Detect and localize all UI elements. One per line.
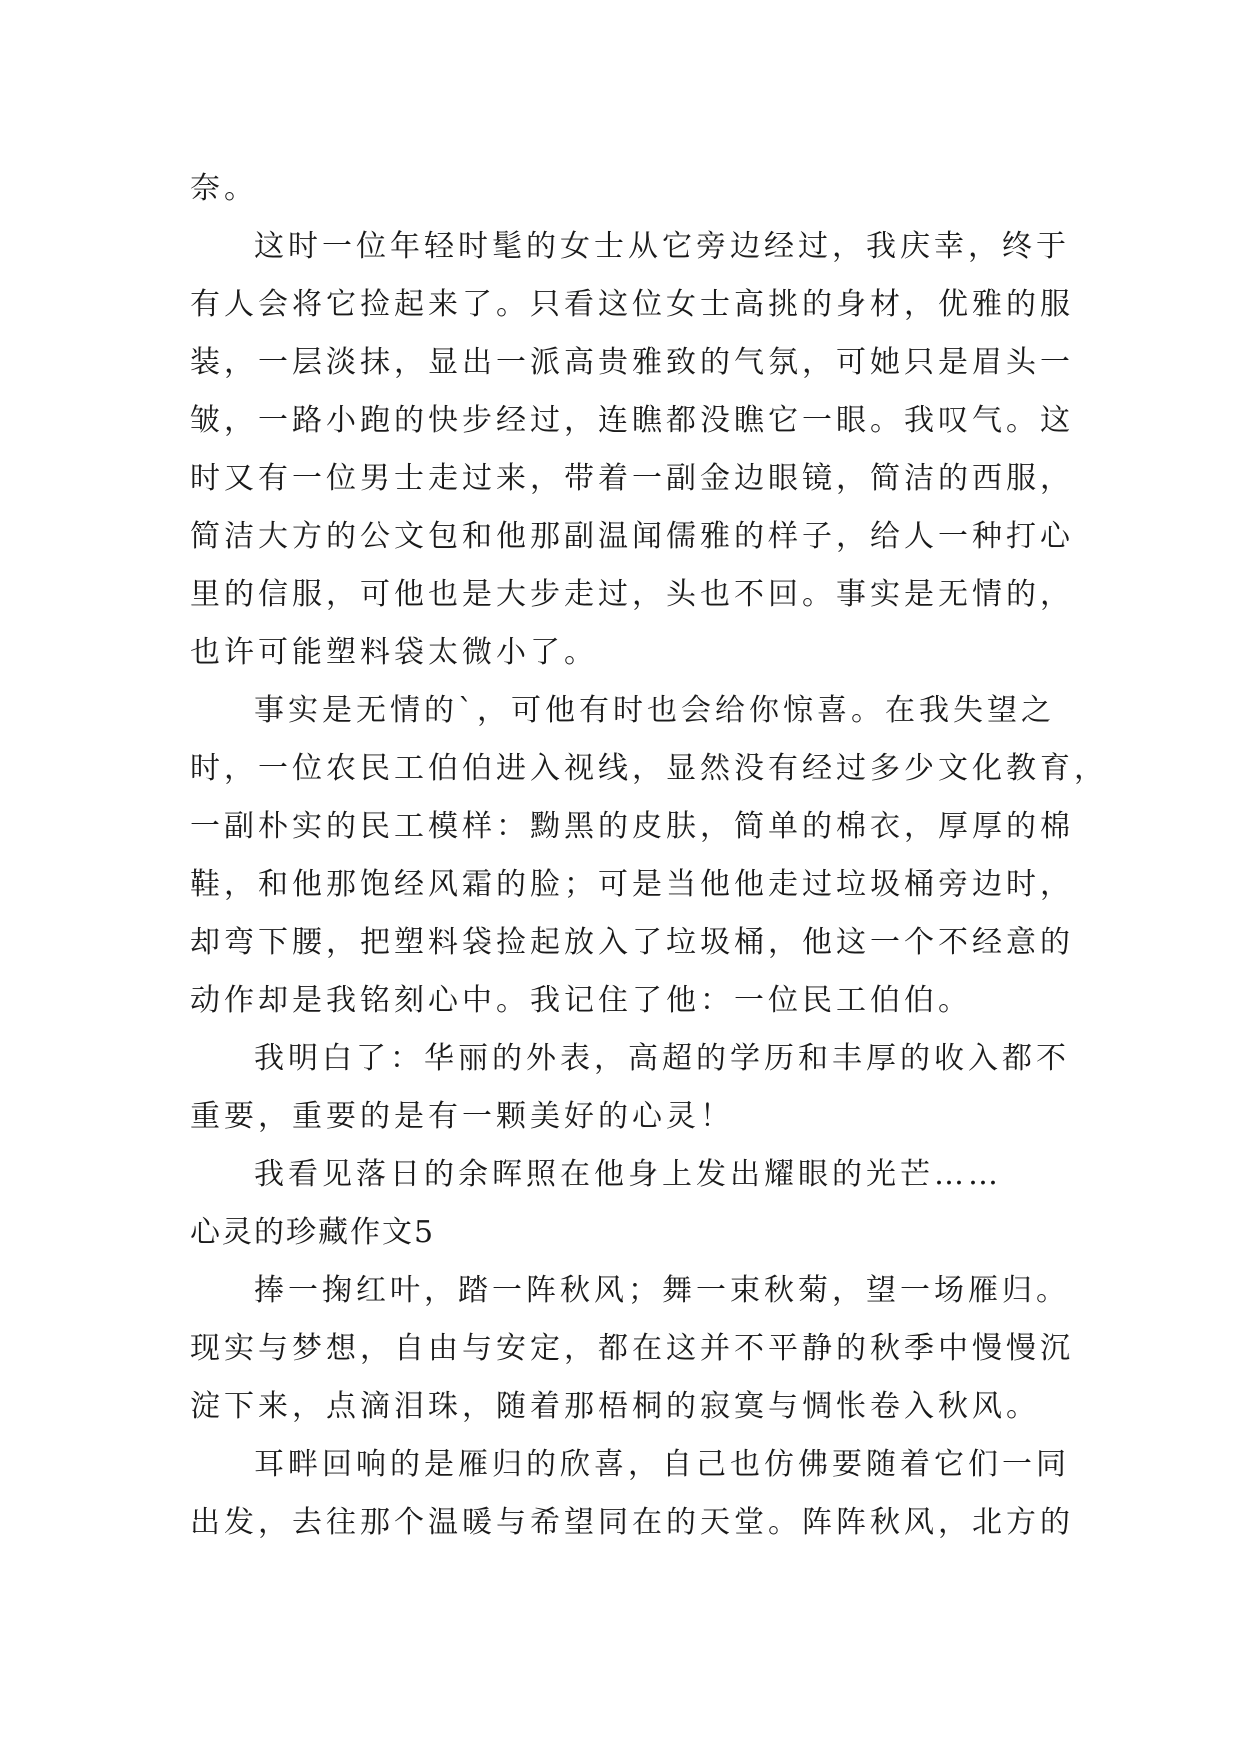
text-line: 耳畔回响的是雁归的欣喜，自己也仿佛要随着它们一同 bbox=[254, 1447, 1070, 1482]
text-line: 我看见落日的余晖照在他身上发出耀眼的光芒…… bbox=[254, 1157, 1002, 1192]
text-line: 我明白了：华丽的外表，高超的学历和丰厚的收入都不 bbox=[254, 1041, 1070, 1076]
text-line: 装，一层淡抹，显出一派高贵雅致的气氛，可她只是眉头一 bbox=[190, 345, 1074, 380]
text-line: 却弯下腰，把塑料袋捡起放入了垃圾桶，他这一个不经意的 bbox=[190, 925, 1074, 960]
text-line: 出发，去往那个温暖与希望同在的天堂。阵阵秋风，北方的 bbox=[190, 1505, 1074, 1540]
text-line: 事实是无情的`，可他有时也会给你惊喜。在我失望之 bbox=[254, 693, 1055, 728]
text-line: 皱，一路小跑的快步经过，连瞧都没瞧它一眼。我叹气。这 bbox=[190, 403, 1074, 438]
text-line: 动作却是我铭刻心中。我记住了他：一位民工伯伯。 bbox=[190, 983, 972, 1018]
text-line: 一副朴实的民工模样：黝黑的皮肤，简单的棉衣，厚厚的棉 bbox=[190, 809, 1074, 844]
text-line: 简洁大方的公文包和他那副温闻儒雅的样子，给人一种打心 bbox=[190, 519, 1074, 554]
text-line: 现实与梦想，自由与安定，都在这并不平静的秋季中慢慢沉 bbox=[190, 1331, 1074, 1366]
text-line: 鞋，和他那饱经风霜的脸；可是当他他走过垃圾桶旁边时， bbox=[190, 867, 1074, 902]
text-line: 也许可能塑料袋太微小了。 bbox=[190, 635, 598, 670]
text-line: 捧一掬红叶，踏一阵秋风；舞一束秋菊，望一场雁归。 bbox=[254, 1273, 1070, 1308]
text-line: 重要，重要的是有一颗美好的心灵！ bbox=[190, 1099, 734, 1134]
text-line: 里的信服，可他也是大步走过，头也不回。事实是无情的， bbox=[190, 577, 1074, 612]
text-line: 这时一位年轻时髦的女士从它旁边经过，我庆幸，终于 bbox=[254, 229, 1070, 264]
section-heading: 心灵的珍藏作文5 bbox=[190, 1215, 436, 1250]
document-page bbox=[190, 160, 1108, 1552]
text-line: 时，一位农民工伯伯进入视线，显然没有经过多少文化教育， bbox=[190, 751, 1108, 786]
text-line: 奈。 bbox=[190, 171, 258, 206]
text-line: 淀下来，点滴泪珠，随着那梧桐的寂寞与惆怅卷入秋风。 bbox=[190, 1389, 1040, 1424]
text-line: 时又有一位男士走过来，带着一副金边眼镜，简洁的西服， bbox=[190, 461, 1074, 496]
text-line: 有人会将它捡起来了。只看这位女士高挑的身材，优雅的服 bbox=[190, 287, 1074, 322]
